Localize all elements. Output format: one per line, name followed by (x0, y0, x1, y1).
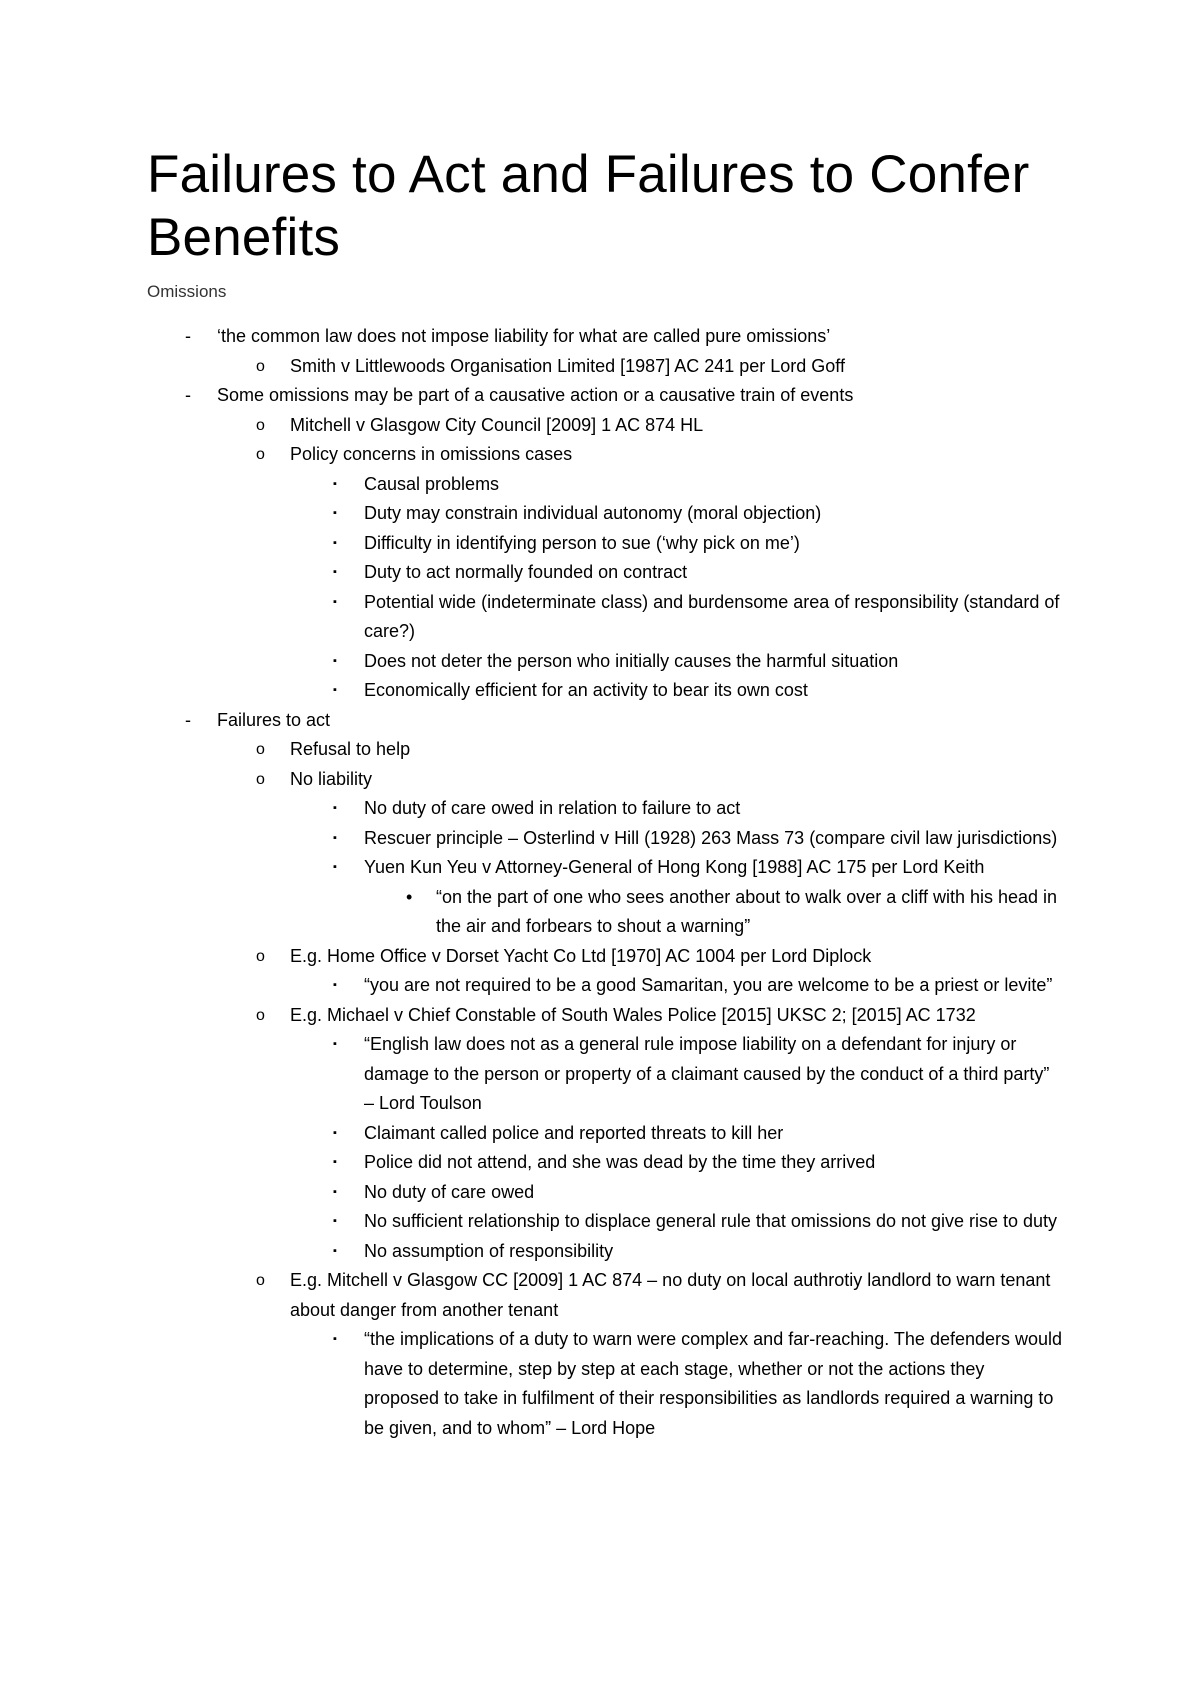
list-item (0, 470, 1064, 500)
list-item (0, 1266, 1080, 1325)
circle-bullet: o (256, 947, 265, 965)
list-item-text: No sufficient relationship to displace general rule that omissions do not give rise to duty (364, 1211, 1058, 1231)
circle-bullet: o (256, 446, 265, 463)
list-item-text: Policy concerns in omissions cases (290, 444, 573, 464)
list-item-text: Difficulty in identifying person to sue (‘why pick on me’) (364, 532, 800, 553)
list-item (0, 1001, 1080, 1031)
list-item-text: Claimant called police and reported threats to kill her (364, 1122, 784, 1143)
list-item-text: No duty of care owed in relation to failure to act (364, 798, 741, 818)
list-item (0, 352, 1080, 382)
circle-bullet: o (256, 1006, 265, 1024)
list-item (0, 942, 1080, 972)
document-title: Failures to Act and Failures to Confer Benefits (147, 145, 1030, 267)
list-item (0, 883, 1066, 942)
circle-bullet: o (256, 1272, 265, 1289)
list-item-text: Failures to act (217, 709, 331, 730)
square-bullet: ▪ (333, 536, 337, 549)
list-item (0, 440, 1080, 470)
list-item-text: Duty to act normally founded on contract (364, 562, 688, 582)
list-item (0, 706, 1077, 736)
list-item (0, 647, 1064, 677)
list-item (0, 381, 1077, 411)
list-item-text: E.g. Michael v Chief Constable of South Wales Police [2015] UKSC 2; [2015] AC 1732 (290, 1004, 976, 1025)
list-item (0, 1119, 1064, 1149)
list-item (0, 824, 1064, 854)
list-item-text: Smith v Littlewoods Organisation Limited [1987] AC 241 per Lord Goff (290, 355, 845, 376)
circle-bullet: o (256, 770, 265, 788)
list-item (0, 765, 1080, 795)
list-item-text: Some omissions may be part of a causative action or a causative train of events (217, 385, 854, 405)
dash-bullet: - (185, 709, 191, 730)
list-item-text: Economically efficient for an activity to bear its own cost (364, 680, 808, 700)
list-item-text: No liability (290, 768, 373, 789)
list-item (0, 411, 1080, 441)
outline-list (0, 322, 1200, 1443)
circle-bullet: o (256, 357, 265, 375)
list-item (0, 735, 1080, 765)
square-bullet: ▪ (333, 802, 337, 814)
list-item (0, 322, 1077, 352)
list-item-text: Causal problems (364, 473, 500, 494)
square-bullet: ▪ (333, 861, 337, 873)
list-item (0, 529, 1064, 559)
list-item (0, 558, 1064, 588)
list-item (0, 853, 1064, 883)
list-item-text: No assumption of responsibility (364, 1240, 614, 1261)
square-bullet: ▪ (333, 1333, 337, 1345)
list-item-text: “you are not required to be a good Samaritan, you are welcome to be a priest or levite” (364, 975, 1053, 995)
square-bullet: ▪ (333, 979, 337, 991)
square-bullet: ▪ (333, 1126, 337, 1139)
square-bullet: ▪ (333, 1244, 337, 1257)
list-item-text: No duty of care owed (364, 1181, 535, 1202)
dash-bullet: - (185, 326, 191, 346)
list-item (0, 1237, 1064, 1267)
list-item-text: Does not deter the person who initially causes the harmful situation (364, 650, 899, 671)
square-bullet: ▪ (333, 831, 337, 844)
list-item-text: “English law does not as a general rule impose liability on a defendant for injury or damage to the person or property of a claimant caused by the conduct of a third party” – Lord Toulson (364, 1034, 1050, 1113)
square-bullet: ▪ (333, 1156, 337, 1168)
list-item-text: Police did not attend, and she was dead by the time they arrived (364, 1152, 876, 1172)
square-bullet: ▪ (333, 1215, 337, 1227)
square-bullet: ▪ (333, 684, 337, 696)
section-heading-omissions: Omissions (147, 282, 227, 301)
list-item (0, 1148, 1064, 1178)
list-item-text: Refusal to help (290, 739, 411, 759)
list-item (0, 588, 1064, 647)
circle-bullet: o (256, 741, 265, 758)
list-item (0, 1325, 1064, 1443)
list-item-text: E.g. Mitchell v Glasgow CC [2009] 1 AC 874 – no duty on local authrotiy landlord to warn tenant about danger from another tenant (290, 1270, 1051, 1320)
dot-bullet: • (406, 886, 413, 907)
circle-bullet: o (256, 416, 265, 434)
square-bullet: ▪ (333, 566, 337, 578)
list-item-text: E.g. Home Office v Dorset Yacht Co Ltd [1970] AC 1004 per Lord Diplock (290, 945, 872, 966)
list-item-text: ‘the common law does not impose liability for what are called pure omissions’ (217, 326, 831, 346)
square-bullet: ▪ (333, 595, 337, 608)
square-bullet: ▪ (333, 1185, 337, 1198)
list-item (0, 794, 1064, 824)
list-item-text: Yuen Kun Yeu v Attorney-General of Hong Kong [1988] AC 175 per Lord Keith (364, 857, 985, 877)
list-item (0, 676, 1064, 706)
list-item (0, 1030, 1064, 1119)
dash-bullet: - (185, 385, 191, 405)
list-item (0, 499, 1064, 529)
list-item-text: “on the part of one who sees another about to walk over a cliff with his head in the air and forbears to shout a warning” (436, 886, 1058, 936)
list-item (0, 1178, 1064, 1208)
square-bullet: ▪ (333, 1038, 337, 1050)
list-item (0, 971, 1064, 1001)
list-item-text: “the implications of a duty to warn were complex and far-reaching. The defenders would have to determine, step by step at each stage, whether or not the actions they proposed to take in fulfilment of their responsibilities as landlords required a warning to be given, and to whom” – Lord Hope (364, 1329, 1063, 1438)
list-item-text: Potential wide (indeterminate class) and burdensome area of responsibility (standard of care?) (364, 591, 1060, 641)
list-item-text: Mitchell v Glasgow City Council [2009] 1 AC 874 HL (290, 414, 704, 435)
list-item-text: Rescuer principle – Osterlind v Hill (1928) 263 Mass 73 (compare civil law jurisdictions) (364, 827, 1058, 848)
square-bullet: ▪ (333, 507, 337, 519)
square-bullet: ▪ (333, 654, 337, 667)
list-item (0, 1207, 1064, 1237)
list-item-text: Duty may constrain individual autonomy (moral objection) (364, 503, 822, 523)
square-bullet: ▪ (333, 477, 337, 490)
